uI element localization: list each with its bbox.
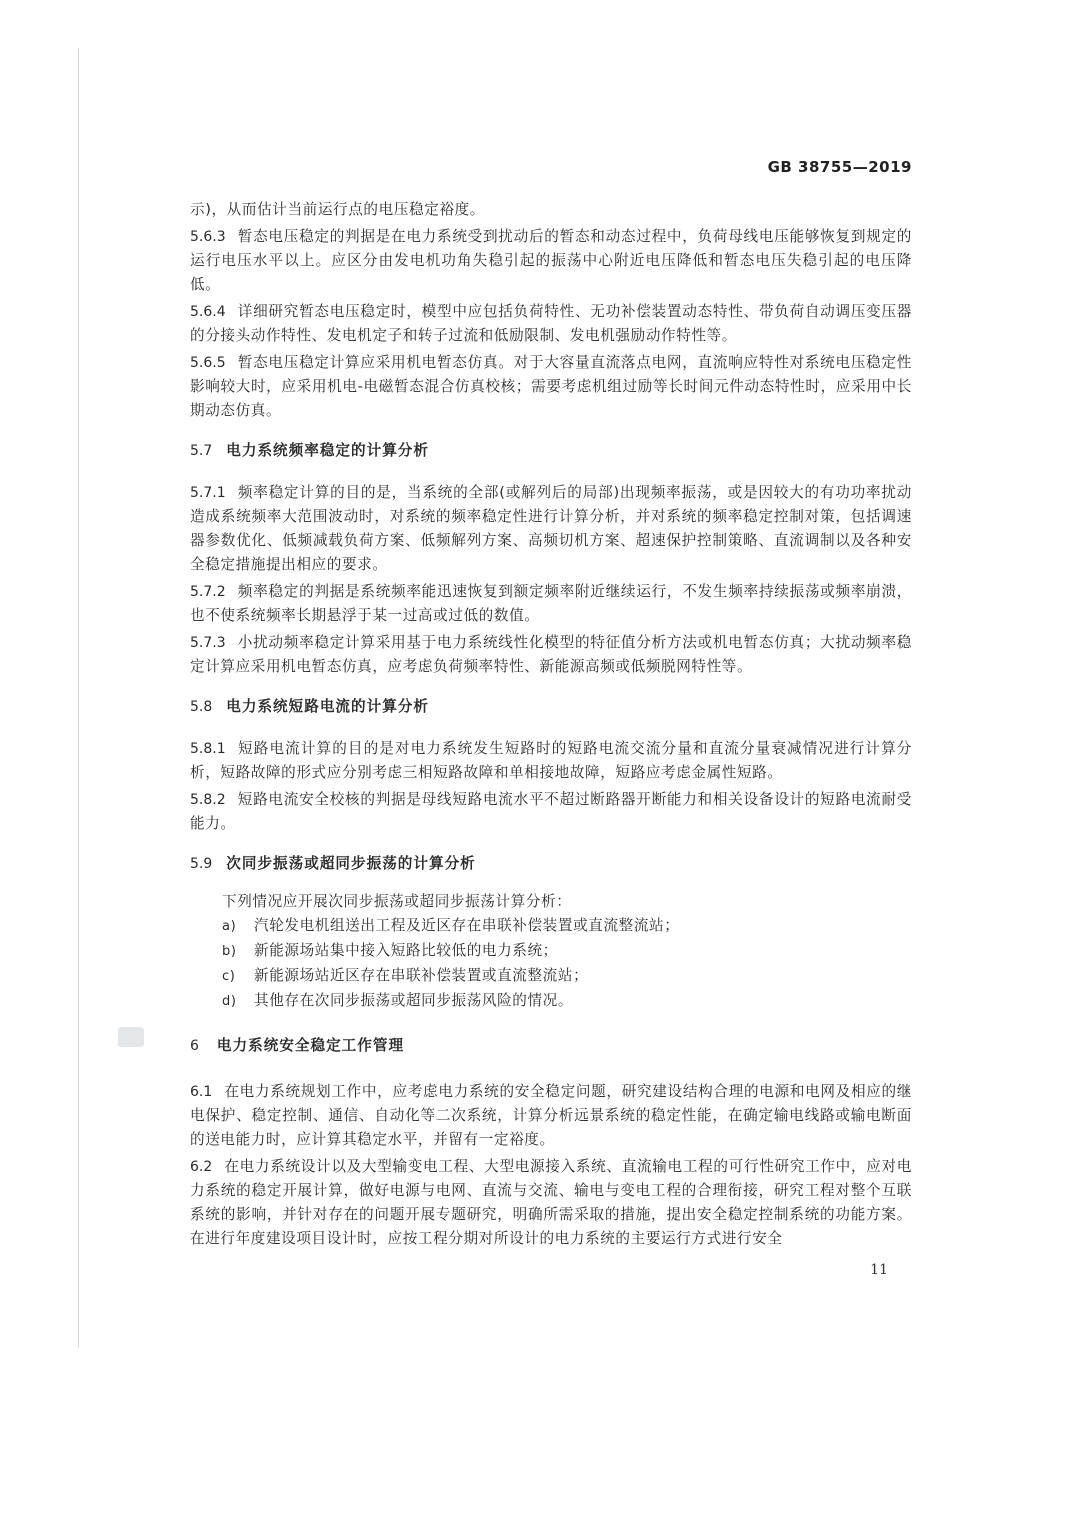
clause-text: 小扰动频率稳定计算采用基于电力系统线性化模型的特征值分析方法或机电暂态仿真；大扰动频率稳定计算应采用机电暂态仿真，应考虑负荷频率特性、新能源高频或低频脱网特性等。: [190, 634, 912, 675]
paragraph-continuation: 示)，从而估计当前运行点的电压稳定裕度。: [190, 201, 485, 218]
clause-5-8-1: [190, 737, 912, 785]
list-marker: b): [222, 944, 237, 959]
heading-number: 5.8: [190, 699, 213, 715]
clause-number: 5.6.4: [190, 304, 226, 320]
list-marker: a): [222, 919, 237, 934]
clause-text: 短路电流安全校核的判据是母线短路电流水平不超过断路器开断能力和相关设备设计的短路电流耐受能力。: [190, 791, 912, 832]
clause-5-7-3: [190, 631, 912, 679]
clause-5-7-2: [190, 580, 912, 628]
section-heading-5-9: [190, 852, 912, 876]
clause-text: 详细研究暂态电压稳定时，模型中应包括负荷特性、无功补偿装置动态特性、带负荷自动调压变压器的分接头动作特性、发电机定子和转子过流和低励限制、发电机强励动作特性等。: [190, 303, 912, 344]
list-item: [190, 914, 912, 939]
clause-text: 暂态电压稳定的判据是在电力系统受到扰动后的暂态和动态过程中，负荷母线电压能够恢复到规定的运行电压水平以上。应区分由发电机功角失稳引起的振荡中心附近电压降低和暂态电压失稳引起的电压降低。: [190, 228, 912, 293]
heading-text: 电力系统安全稳定工作管理: [216, 1037, 405, 1054]
clause-5-8-2: [190, 788, 912, 836]
clause-5-6-3: [190, 225, 912, 297]
clause-text: 频率稳定的判据是系统频率能迅速恢复到额定频率附近继续运行，不发生频率持续振荡或频率崩溃，也不使系统频率长期悬浮于某一过高或过低的数值。: [190, 583, 912, 624]
clause-number: 5.7.3: [190, 635, 226, 651]
list-item: [190, 989, 912, 1014]
list-item: [190, 964, 912, 989]
clause-5-7-1: [190, 481, 912, 577]
page-body: [190, 198, 912, 1251]
list-item: [190, 939, 912, 964]
list-item-text: 新能源场站近区存在串联补偿装置或直流整流站；: [254, 967, 589, 984]
clause-6-1: [190, 1080, 912, 1152]
clause-number: 5.7.1: [190, 485, 226, 501]
page-number: 11: [870, 1262, 888, 1278]
clause-number: 5.6.3: [190, 229, 226, 245]
clause-text: 在电力系统规划工作中，应考虑电力系统的安全稳定问题，研究建设结构合理的电源和电网及相应的继电保护、稳定控制、通信、自动化等二次系统，计算分析远景系统的稳定性能，在确定输电线路或输电断面的送电能力时，应计算其稳定水平，并留有一定裕度。: [190, 1083, 912, 1148]
clause-6-2: [190, 1155, 912, 1251]
list-item-text: 其他存在次同步振荡或超同步振荡风险的情况。: [254, 992, 574, 1009]
list-intro: 下列情况应开展次同步振荡或超同步振荡计算分析：: [222, 893, 572, 910]
clause-text: 短路电流计算的目的是对电力系统发生短路时的短路电流交流分量和直流分量衰减情况进行计算分析，短路故障的形式应分别考虑三相短路故障和单相接地故障，短路应考虑金属性短路。: [190, 740, 912, 781]
clause-text: 暂态电压稳定计算应采用机电暂态仿真。对于大容量直流落点电网，直流响应特性对系统电压稳定性影响较大时，应采用机电-电磁暂态混合仿真校核；需要考虑机组过励等长时间元件动态特性时，应采用中长期动态仿真。: [190, 354, 912, 419]
heading-number: 5.7: [190, 443, 213, 459]
list-marker: c): [222, 969, 236, 984]
clause-number: 5.6.5: [190, 355, 226, 371]
clause-number: 5.7.2: [190, 584, 226, 600]
binding-line: [78, 48, 79, 1348]
heading-number: 6: [190, 1038, 199, 1054]
chapter-heading-6: [190, 1034, 912, 1058]
clause-number: 6.2: [190, 1159, 213, 1175]
list-marker: d): [222, 994, 237, 1009]
heading-number: 5.9: [190, 856, 213, 872]
clause-number: 5.8.1: [190, 741, 226, 757]
section-heading-5-7: [190, 439, 912, 463]
list-item-text: 汽轮发电机组送出工程及近区存在串联补偿装置或直流整流站；: [254, 917, 680, 934]
section-heading-5-8: [190, 695, 912, 719]
clause-text: 在电力系统设计以及大型输变电工程、大型电源接入系统、直流输电工程的可行性研究工作中，应对电力系统的稳定开展计算，做好电源与电网、直流与交流、输电与变电工程的合理衔接，研究工程对整个互联系统的影响，并针对存在的问题开展专题研究，明确所需采取的措施，提出安全稳定控制系统的功能方案。在进行年度建设项目设计时，应按工程分期对所设计的电力系统的主要运行方式进行安全: [190, 1158, 912, 1247]
heading-text: 电力系统频率稳定的计算分析: [226, 442, 429, 459]
side-tab-marker: [118, 1027, 144, 1047]
list-item-text: 新能源场站集中接入短路比较低的电力系统；: [254, 942, 558, 959]
clause-number: 6.1: [190, 1084, 213, 1100]
heading-text: 电力系统短路电流的计算分析: [226, 698, 429, 715]
document-code: GB 38755—2019: [767, 158, 912, 176]
clause-number: 5.8.2: [190, 792, 226, 808]
heading-text: 次同步振荡或超同步振荡的计算分析: [226, 855, 476, 872]
clause-5-6-5: [190, 351, 912, 423]
clause-text: 频率稳定计算的目的是，当系统的全部(或解列后的局部)出现频率振荡，或是因较大的有功功率扰动造成系统频率大范围波动时，对系统的频率稳定性进行计算分析，并对系统的频率稳定控制对策，包括调速器参数优化、低频减载负荷方案、低频解列方案、高频切机方案、超速保护控制策略、直流调制以及各种安全稳定措施提出相应的要求。: [190, 484, 912, 573]
clause-5-6-4: [190, 300, 912, 348]
